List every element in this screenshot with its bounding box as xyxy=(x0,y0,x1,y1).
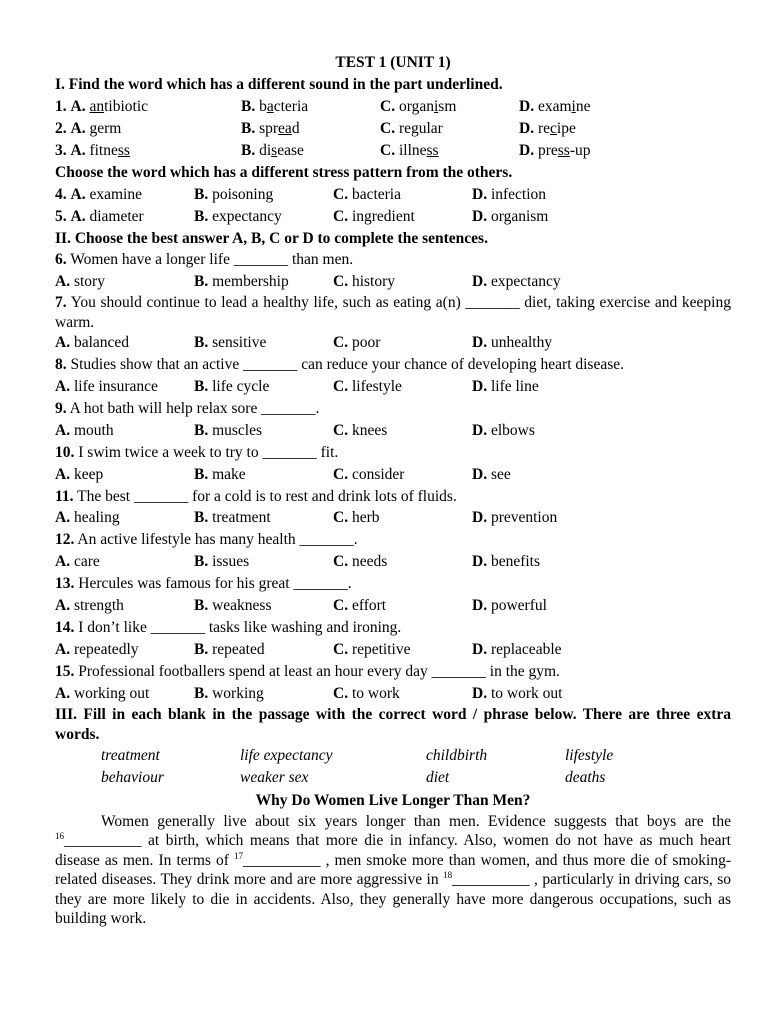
test-title: TEST 1 (UNIT 1) xyxy=(335,54,451,71)
question-number: 9. xyxy=(55,399,67,417)
wordbank-word: weaker sex xyxy=(240,768,309,786)
option-c: C. herb xyxy=(333,509,380,527)
option-b: expectancy xyxy=(212,207,282,225)
question-number: 3. xyxy=(55,141,67,159)
question-number: 10. xyxy=(55,443,75,461)
option-a: A. care xyxy=(55,553,100,571)
option-d: D. powerful xyxy=(472,596,547,614)
blank-number: 17 xyxy=(233,850,243,861)
question-number: 8. xyxy=(55,356,67,374)
option-c: C. repetitive xyxy=(333,640,411,658)
wordbank-word: lifestyle xyxy=(565,746,614,764)
option-c: ingredient xyxy=(351,207,415,225)
option-b: B. membership xyxy=(194,273,289,291)
question-number: 12. xyxy=(55,531,75,549)
section2-heading: II. Choose the best answer A, B, C or D to complete the sentences. xyxy=(55,229,488,247)
option-c: C. to work xyxy=(333,684,400,702)
option-b: B. muscles xyxy=(194,421,263,439)
option-d: D. replaceable xyxy=(472,640,562,658)
question-text: 11. The best _______ for a cold is to rest and drink lots of fluids. xyxy=(55,487,457,505)
option-c: C. consider xyxy=(333,465,405,483)
section1b-heading: Choose the word which has a different stress pattern from the others. xyxy=(55,163,513,181)
question-number: 7. xyxy=(55,294,67,312)
option-d: D. see xyxy=(472,465,511,483)
option-a: A. mouth xyxy=(55,421,114,439)
option-d: D. benefits xyxy=(472,553,541,571)
option-a: A. repeatedly xyxy=(55,640,139,658)
options-row xyxy=(55,464,731,486)
question-number: 2. xyxy=(55,119,67,137)
question-number: 6. xyxy=(55,251,67,269)
option-a: A. working out xyxy=(55,684,150,702)
blank-18: __________ xyxy=(452,871,530,889)
question-row: 4. A. examine B. poisoning C. bacteria D. infection xyxy=(55,185,547,203)
option-b: poisoning xyxy=(212,185,274,203)
section2-questions xyxy=(55,249,731,704)
option-a: A. balanced xyxy=(55,334,130,352)
option-a: diameter xyxy=(89,207,144,225)
section3-heading: III. Fill in each blank in the passage with the correct word / phrase below. There are three extra words. xyxy=(55,705,731,743)
option-c: C. history xyxy=(333,273,396,291)
options-row xyxy=(55,551,731,573)
question-row: 1. A. antibiotic B. bacteria C. organism D. examine xyxy=(55,97,591,115)
passage: Women generally live about six years longer than men. Evidence suggests that boys are the $^{16}$__________ at birth, which means that more die in infancy. Also, women do not have as much heart disease as men. In terms of $^{17}$__________ , men smoke more than women, and thus more die of smoking-related diseases. They drink more and are more aggressive in $^{18}$__________ , particularly in driving cars, so they are more likely to die in accidents. Also, they generally have more dangerous occupations, such as building work. xyxy=(55,812,731,928)
options-row xyxy=(55,376,731,398)
question-row: 5. A. diameter B. expectancy C. ingredient D. organism xyxy=(55,207,549,225)
option-c: C. poor xyxy=(333,334,381,352)
option-d: D. elbows xyxy=(472,421,535,439)
blank-number: 16 xyxy=(55,831,64,842)
options-row xyxy=(55,332,731,354)
blank-16: __________ xyxy=(64,832,142,850)
options-row xyxy=(55,595,731,617)
question-row: 2. A. germ B. spread C. regular D. recipe xyxy=(55,119,576,137)
worksheet-page xyxy=(55,52,731,929)
question-text: 7. You should continue to lead a healthy life, such as eating a(n) _______ diet, taking exercise and keeping warm. xyxy=(55,294,731,331)
options-row xyxy=(55,639,731,661)
option-c: C. effort xyxy=(333,596,387,614)
option-c: C. knees xyxy=(333,421,388,439)
wordbank-word: behaviour xyxy=(101,768,164,786)
option-a: A. healing xyxy=(55,509,120,527)
question-number: 15. xyxy=(55,662,75,680)
option-a: examine xyxy=(89,185,142,203)
wordbank-word: treatment xyxy=(101,746,160,764)
option-d: D. to work out xyxy=(472,684,563,702)
question-number: 14. xyxy=(55,618,75,636)
option-b: B. issues xyxy=(194,553,250,571)
option-b: B. life cycle xyxy=(194,377,270,395)
options-row xyxy=(55,271,731,293)
blank-number: 18 xyxy=(443,870,453,881)
question-text: 15. Professional footballers spend at least an hour every day _______ in the gym. xyxy=(55,662,560,680)
options-row xyxy=(55,683,731,705)
options-row xyxy=(55,507,731,529)
blank-17: __________ xyxy=(242,851,321,869)
option-b: B. sensitive xyxy=(194,334,267,352)
option-d: organism xyxy=(490,207,549,225)
question-number: 1. xyxy=(55,97,67,115)
option-d: D. unhealthy xyxy=(472,334,553,352)
option-c: C. needs xyxy=(333,553,388,571)
question-text: 14. I don’t like _______ tasks like washing and ironing. xyxy=(55,618,402,636)
question-text: 8. Studies show that an active _______ can reduce your chance of developing heart disease. xyxy=(55,356,625,374)
question-text: 12. An active lifestyle has many health _______. xyxy=(55,531,358,549)
section1-heading: I. Find the word which has a different sound in the part underlined. xyxy=(55,76,503,93)
option-a: A. story xyxy=(55,273,105,291)
option-a: A. strength xyxy=(55,596,124,614)
question-row: 3. A. fitness B. disease C. illness D. press-up xyxy=(55,141,591,159)
question-number: 11. xyxy=(55,487,74,505)
option-b: B. working xyxy=(194,684,264,702)
option-d: D. expectancy xyxy=(472,273,561,291)
wordbank-word: life expectancy xyxy=(240,746,333,764)
option-b: B. make xyxy=(194,465,246,483)
option-b: B. treatment xyxy=(194,509,271,527)
option-d: infection xyxy=(490,185,547,203)
option-b: B. repeated xyxy=(194,640,265,658)
option-b: B. weakness xyxy=(194,596,272,614)
option-c: C. lifestyle xyxy=(333,377,402,395)
question-text: 10. I swim twice a week to try to _______ fit. xyxy=(55,443,339,461)
question-text: 13. Hercules was famous for his great _______. xyxy=(55,575,352,593)
option-a: A. keep xyxy=(55,465,104,483)
options-row xyxy=(55,420,731,442)
question-text: 9. A hot bath will help relax sore _______. xyxy=(55,399,320,417)
wordbank-row xyxy=(55,745,731,767)
option-c: bacteria xyxy=(351,185,401,203)
wordbank-word: childbirth xyxy=(426,746,488,764)
option-d: D. life line xyxy=(472,377,539,395)
question-number: 13. xyxy=(55,575,75,593)
passage-title: Why Do Women Live Longer Than Men? xyxy=(255,791,531,809)
wordbank-row xyxy=(55,767,731,789)
question-text: 6. Women have a longer life _______ than men. xyxy=(55,251,354,269)
option-d: D. prevention xyxy=(472,509,558,527)
wordbank-word: diet xyxy=(426,768,450,786)
wordbank-word: deaths xyxy=(565,768,606,786)
option-a: A. life insurance xyxy=(55,377,158,395)
